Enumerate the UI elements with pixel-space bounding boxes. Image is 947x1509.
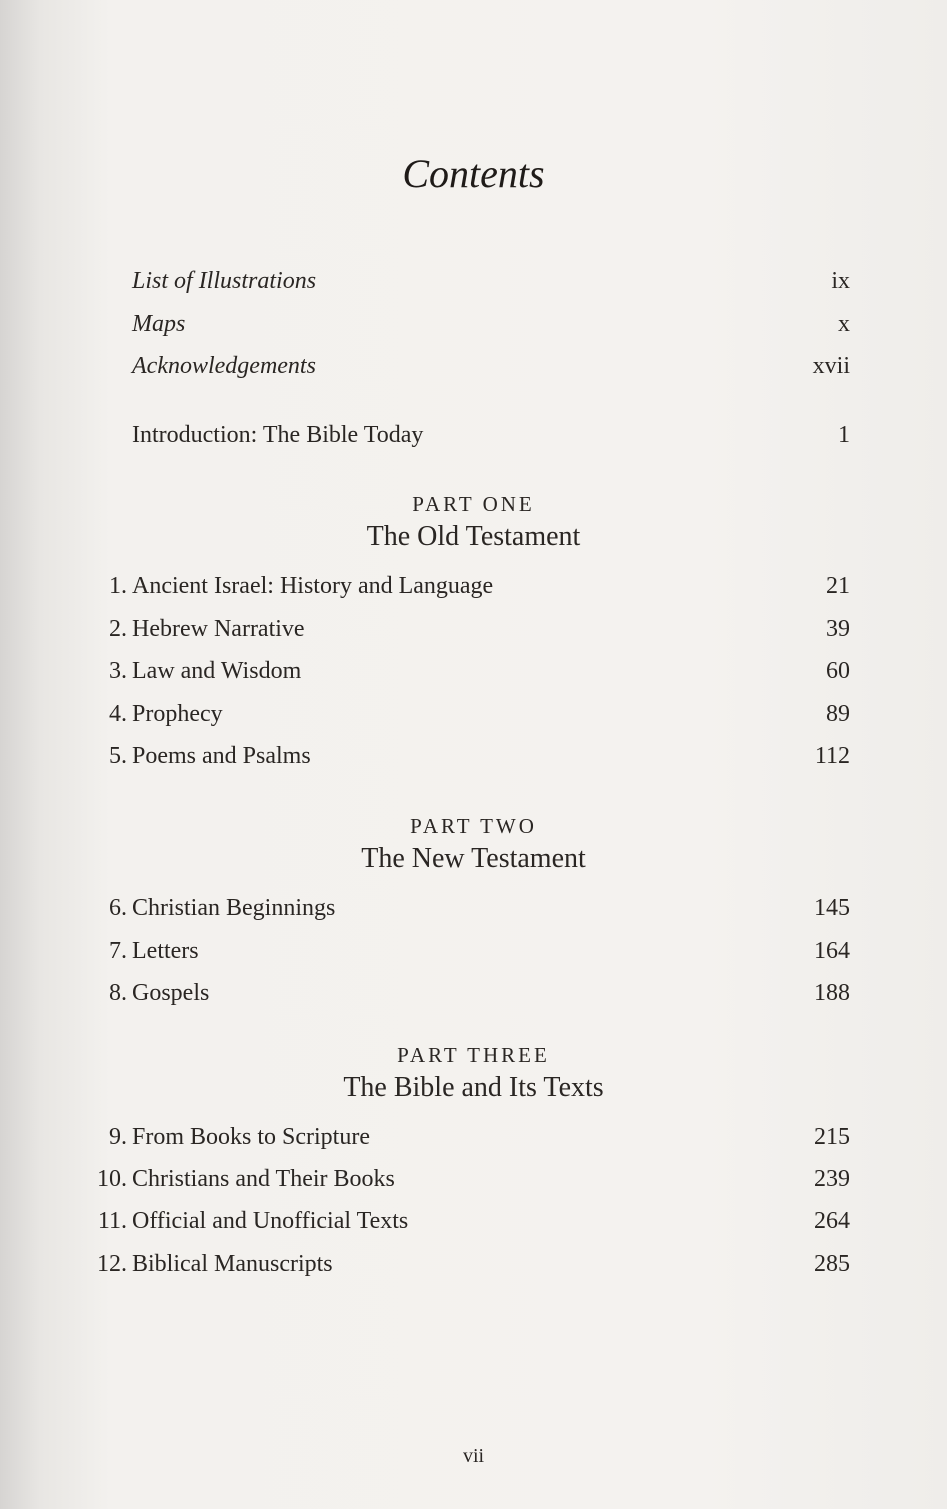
entry-label: Hebrew Narrative — [132, 616, 305, 642]
entry-label: Poems and Psalms — [132, 743, 311, 769]
toc-entry-chapter-1 — [0, 573, 947, 607]
toc-entry-chapter-4 — [0, 701, 947, 735]
chapter-number: 12. — [97, 1251, 127, 1277]
entry-label: Christian Beginnings — [132, 895, 336, 921]
part-title: The New Testament — [361, 843, 586, 874]
entry-page: 264 — [814, 1208, 850, 1234]
entry-label: Law and Wisdom — [132, 658, 302, 684]
toc-entry-chapter-11 — [0, 1208, 947, 1242]
toc-entry-chapter-3 — [0, 658, 947, 692]
entry-page: 60 — [826, 658, 850, 684]
chapter-number: 10. — [97, 1166, 127, 1192]
entry-page: 285 — [814, 1251, 850, 1277]
chapter-number: 11. — [97, 1208, 127, 1234]
chapter-number: 6. — [109, 895, 127, 921]
chapter-number: 2. — [109, 616, 127, 642]
entry-page: 89 — [826, 701, 850, 727]
entry-label: List of Illustrations — [132, 268, 317, 294]
entry-page: 39 — [826, 616, 850, 642]
part-title: The Old Testament — [366, 521, 581, 552]
toc-entry-acknowledgements — [0, 353, 947, 387]
toc-entry-chapter-7 — [0, 938, 947, 972]
chapter-number: 3. — [109, 658, 127, 684]
toc-entry-chapter-2 — [0, 616, 947, 650]
chapter-number: 7. — [109, 938, 127, 964]
entry-label: Acknowledgements — [132, 353, 316, 379]
toc-entry-chapter-9 — [0, 1124, 947, 1158]
toc-entry-introduction — [0, 422, 947, 456]
entry-page: 21 — [826, 573, 850, 599]
toc-entry-chapter-10 — [0, 1166, 947, 1200]
entry-page: 112 — [814, 743, 850, 769]
entry-page: 215 — [814, 1124, 850, 1150]
chapter-number: 1. — [109, 573, 127, 599]
entry-page: 239 — [814, 1166, 850, 1192]
part-label: PART TWO — [410, 814, 537, 838]
entry-page: x — [838, 311, 850, 337]
entry-label: Introduction: The Bible Today — [132, 422, 424, 448]
toc-entry-chapter-6 — [0, 895, 947, 929]
entry-page: ix — [831, 268, 850, 294]
toc-entry-maps — [0, 311, 947, 345]
entry-label: Gospels — [132, 980, 210, 1006]
entry-page: 188 — [814, 980, 850, 1006]
page-folio: vii — [462, 1445, 485, 1467]
part-one-heading — [0, 492, 947, 553]
toc-entry-chapter-5 — [0, 743, 947, 777]
part-label: PART ONE — [412, 492, 535, 516]
entry-page: xvii — [812, 353, 850, 379]
entry-label: Christians and Their Books — [132, 1166, 395, 1192]
chapter-number: 5. — [109, 743, 127, 769]
chapter-number: 8. — [109, 980, 127, 1006]
entry-label: Prophecy — [132, 701, 223, 727]
entry-page: 164 — [814, 938, 850, 964]
chapter-number: 4. — [109, 701, 127, 727]
entry-page: 1 — [838, 422, 850, 448]
entry-label: Biblical Manuscripts — [132, 1251, 333, 1277]
part-two-heading — [0, 814, 947, 875]
toc-entry-chapter-12 — [0, 1251, 947, 1285]
page-title: Contents — [402, 151, 545, 196]
entry-label: From Books to Scripture — [132, 1124, 370, 1150]
entry-label: Letters — [132, 938, 199, 964]
part-three-heading — [0, 1043, 947, 1104]
entry-page: 145 — [814, 895, 850, 921]
entry-label: Maps — [132, 311, 186, 337]
chapter-number: 9. — [109, 1124, 127, 1150]
part-title: The Bible and Its Texts — [343, 1072, 604, 1103]
part-label: PART THREE — [397, 1043, 550, 1067]
entry-label: Official and Unofficial Texts — [132, 1208, 409, 1234]
toc-entry-chapter-8 — [0, 980, 947, 1014]
entry-label: Ancient Israel: History and Language — [132, 573, 494, 599]
toc-entry-list-of-illustrations — [0, 268, 947, 302]
